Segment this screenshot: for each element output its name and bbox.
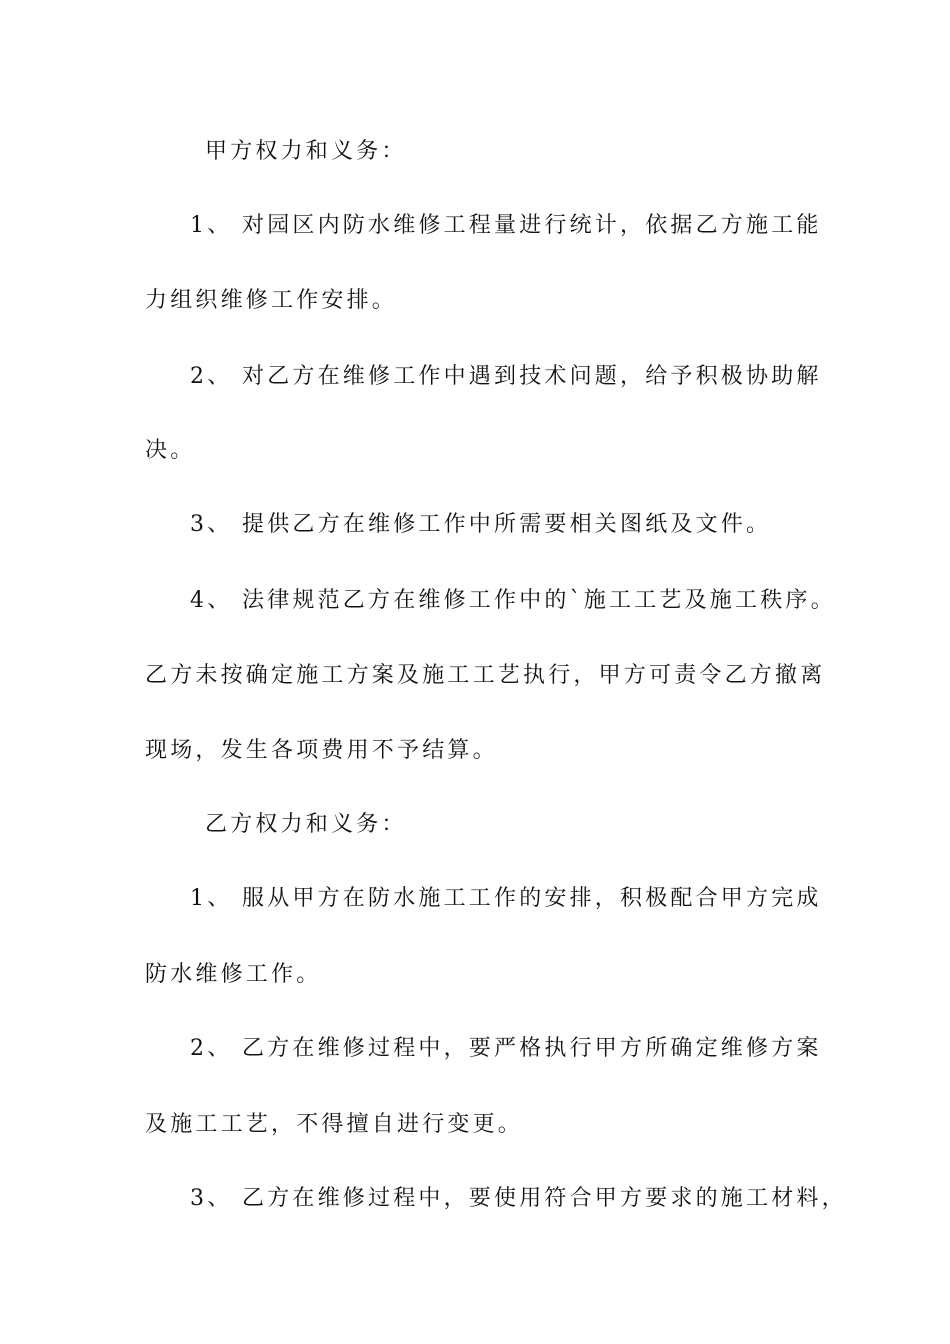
section-a-item-3 (190, 510, 870, 540)
item-text: 对乙方在维修工作中遇到技术问题，给予积极协助解 (242, 364, 822, 389)
section-a-item-4-continuation-2: 现场，发生各项费用不予结算。 (145, 738, 498, 763)
item-text: 提供乙方在维修工作中所需要相关图纸及文件。 (242, 512, 772, 537)
section-a-item-2 (190, 362, 870, 392)
item-number: 2、 (190, 364, 233, 389)
section-b-item-1-continuation: 防水维修工作。 (145, 962, 322, 987)
item-text: 对园区内防水维修工程量进行统计，依据乙方施工能 (242, 213, 822, 238)
item-text: 法律规范乙方在维修工作中的`施工工艺及施工秩序。 (242, 588, 836, 613)
item-number: 1、 (190, 886, 233, 911)
item-number: 3、 (190, 1186, 233, 1211)
section-b-item-1 (190, 884, 870, 914)
section-b-item-3 (190, 1184, 870, 1214)
section-b-heading: 乙方权力和义务： (205, 812, 407, 837)
section-a-heading: 甲方权力和义务： (205, 139, 407, 164)
item-text: 乙方在维修过程中，要严格执行甲方所确定维修方案 (242, 1036, 822, 1061)
item-text: 服从甲方在防水施工工作的安排，积极配合甲方完成 (242, 886, 822, 911)
item-number: 4、 (190, 588, 233, 613)
section-a-item-1-continuation: 力组织维修工作安排。 (145, 288, 398, 313)
section-a-item-2-continuation: 决。 (145, 438, 196, 463)
item-number: 1、 (190, 213, 233, 238)
section-b-item-2 (190, 1034, 870, 1064)
section-a-item-4-continuation: 乙方未按确定施工方案及施工工艺执行，甲方可责令乙方撤离 (145, 663, 826, 688)
item-text: 乙方在维修过程中，要使用符合甲方要求的施工材料， (242, 1186, 847, 1211)
item-number: 3、 (190, 512, 233, 537)
section-a-item-1 (190, 211, 870, 241)
item-number: 2、 (190, 1036, 233, 1061)
section-a-item-4 (190, 586, 870, 616)
section-b-item-2-continuation: 及施工工艺，不得擅自进行变更。 (145, 1112, 524, 1137)
